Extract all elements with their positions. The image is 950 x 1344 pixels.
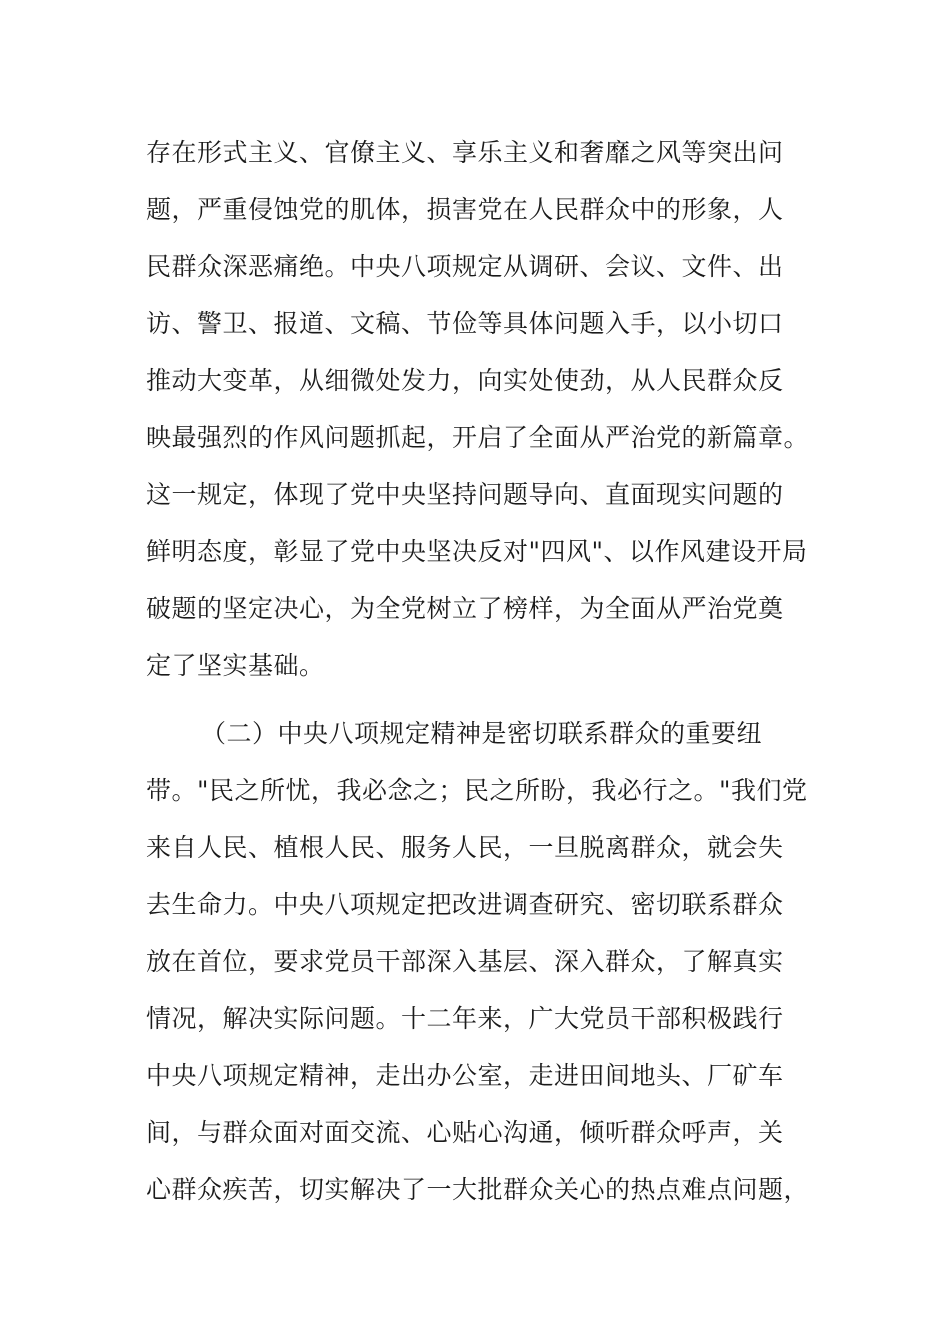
- text-line: 去生命力。中央八项规定把改进调查研究、密切联系群众: [146, 890, 784, 919]
- text-line: 来自人民、植根人民、服务人民，一旦脱离群众，就会失: [146, 833, 784, 862]
- text-line: 间，与群众面对面交流、心贴心沟通，倾听群众呼声，关: [146, 1118, 784, 1147]
- text-line: 鲜明态度，彰显了党中央坚决反对"四风"、以作风建设开局: [146, 537, 808, 566]
- text-line: 中央八项规定精神，走出办公室，走进田间地头、厂矿车: [146, 1061, 784, 1090]
- text-line: 定了坚实基础。: [146, 651, 325, 680]
- text-line: 民群众深恶痛绝。中央八项规定从调研、会议、文件、出: [146, 252, 784, 281]
- text-line: 存在形式主义、官僚主义、享乐主义和奢靡之风等突出问: [146, 138, 784, 167]
- text-line: 破题的坚定决心，为全党树立了榜样，为全面从严治党奠: [146, 594, 784, 623]
- section-heading-line: （二）中央八项规定精神是密切联系群众的重要纽: [201, 719, 763, 748]
- text-line: 这一规定，体现了党中央坚持问题导向、直面现实问题的: [146, 480, 784, 509]
- text-line: 映最强烈的作风问题抓起，开启了全面从严治党的新篇章。: [146, 423, 810, 452]
- text-line: 心群众疾苦，切实解决了一大批群众关心的热点难点问题，: [146, 1175, 810, 1204]
- text-line: 题，严重侵蚀党的肌体，损害党在人民群众中的形象，人: [146, 195, 784, 224]
- text-line: 放在首位，要求党员干部深入基层、深入群众，了解真实: [146, 947, 784, 976]
- text-line: 推动大变革，从细微处发力，向实处使劲，从人民群众反: [146, 366, 784, 395]
- text-line: 访、警卫、报道、文稿、节俭等具体问题入手，以小切口: [146, 309, 784, 338]
- text-line: 情况，解决实际问题。十二年来，广大党员干部积极践行: [146, 1004, 784, 1033]
- text-line: 带。"民之所忧，我必念之；民之所盼，我必行之。"我们党: [146, 776, 808, 805]
